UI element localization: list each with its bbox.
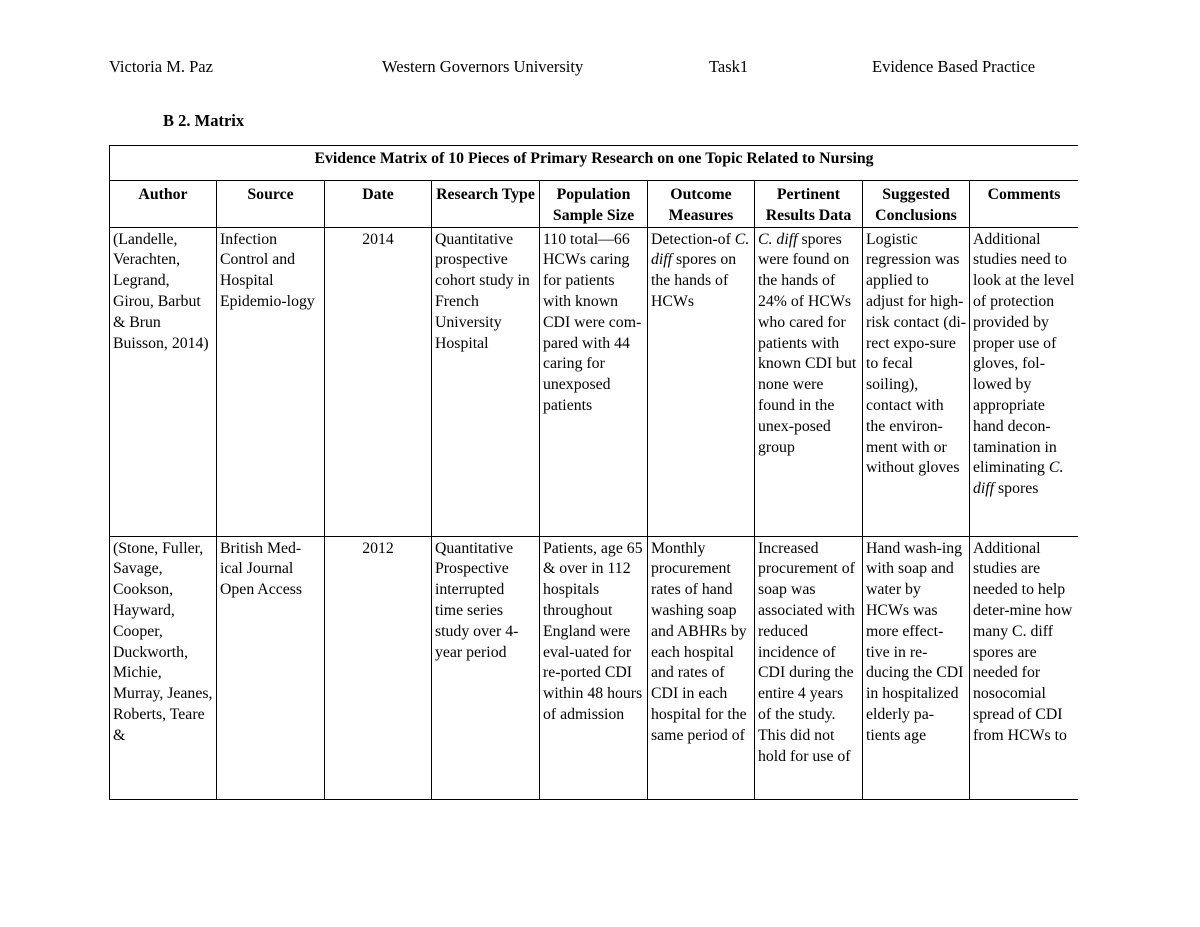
cell-comments-italic: C. diff — [973, 459, 1064, 498]
header-task: Task1 — [709, 57, 749, 76]
cell-comments: Additional studies are needed to help deter-mine how many C. diff spores are needed for nosocomial spread of CDI from HCWs to — [970, 536, 1079, 799]
cell-population: Patients, age 65 & over in 112 hospitals throughout England were eval-uated for re-ported CDI within 48 hours of admission — [540, 536, 648, 799]
header-author: Victoria M. Paz — [109, 57, 213, 76]
col-header-date: Date — [325, 181, 432, 228]
section-title: B 2. Matrix — [163, 111, 245, 130]
cell-population: 110 total—66 HCWs caring for patients with known CDI were com-pared with 44 caring for unexposed patients — [540, 227, 648, 536]
cell-author: (Landelle, Verachten, Legrand, Girou, Barbut & Brun Buisson, 2014) — [110, 227, 217, 536]
col-header-research-type: Research Type — [432, 181, 540, 228]
col-header-outcome: Outcome Measures — [648, 181, 755, 228]
evidence-matrix-table — [109, 145, 1078, 800]
table-row — [110, 227, 1079, 536]
cell-research-type: Quantitative prospective cohort study in French University Hospital — [432, 227, 540, 536]
col-header-comments: Comments — [970, 181, 1079, 228]
matrix-header-row — [110, 181, 1079, 228]
col-header-author: Author — [110, 181, 217, 228]
cell-outcome-text-1: Detection-of — [651, 230, 735, 248]
header-school: Western Governors University — [382, 57, 584, 76]
cell-author: (Stone, Fuller, Savage, Cookson, Hayward, Cooper, Duckworth, Michie, Murray, Jeanes, Roberts, Teare & — [110, 536, 217, 799]
col-header-population: Population Sample Size — [540, 181, 648, 228]
cell-conclusions: Logistic regression was applied to adjust for high-risk contact (di-rect expo-sure to fecal soiling), contact with the environ-ment with or without gloves — [863, 227, 970, 536]
matrix-caption: Evidence Matrix of 10 Pieces of Primary Research on one Topic Related to Nursing — [110, 146, 1079, 181]
cell-source: Infection Control and Hospital Epidemio-logy — [217, 227, 325, 536]
cell-source: British Med-ical Journal Open Access — [217, 536, 325, 799]
cell-date: 2012 — [325, 536, 432, 799]
header-course: Evidence Based Practice — [872, 57, 1036, 76]
cell-comments-text-1: Additional studies need to look at the level of protection provided by proper use of gloves, fol-lowed by appropriate hand decon-tamination in eliminating — [973, 230, 1075, 477]
cell-results — [755, 227, 863, 536]
cell-results-italic: C. diff — [758, 230, 798, 248]
col-header-conclusions: Suggested Conclusions — [863, 181, 970, 228]
cell-outcome-italic: C. diff — [651, 230, 750, 269]
cell-outcome-text-2: spores on the hands of HCWs — [651, 251, 737, 310]
cell-comments — [970, 227, 1079, 536]
evidence-matrix-container — [109, 145, 1078, 806]
cell-date: 2014 — [325, 227, 432, 536]
cell-outcome: Monthly procurement rates of hand washing soap and ABHRs by each hospital and rates of CDI in each hospital for the same period of — [648, 536, 755, 799]
cell-comments-text-2: spores — [994, 480, 1039, 498]
col-header-results: Pertinent Results Data — [755, 181, 863, 228]
cell-research-type: Quantitative Prospective interrupted time series study over 4-year period — [432, 536, 540, 799]
table-row — [110, 536, 1079, 799]
cell-conclusions: Hand wash-ing with soap and water by HCWs was more effect-tive in re-ducing the CDI in hospitalized elderly pa-tients age — [863, 536, 970, 799]
cell-outcome — [648, 227, 755, 536]
cell-results-text: spores were found on the hands of 24% of HCWs who cared for patients with known CDI but none were found in the unex-posed group — [758, 230, 857, 456]
col-header-source: Source — [217, 181, 325, 228]
cell-results: Increased procurement of soap was associated with reduced incidence of CDI during the entire 4 years of the study. This did not hold for use of — [755, 536, 863, 799]
